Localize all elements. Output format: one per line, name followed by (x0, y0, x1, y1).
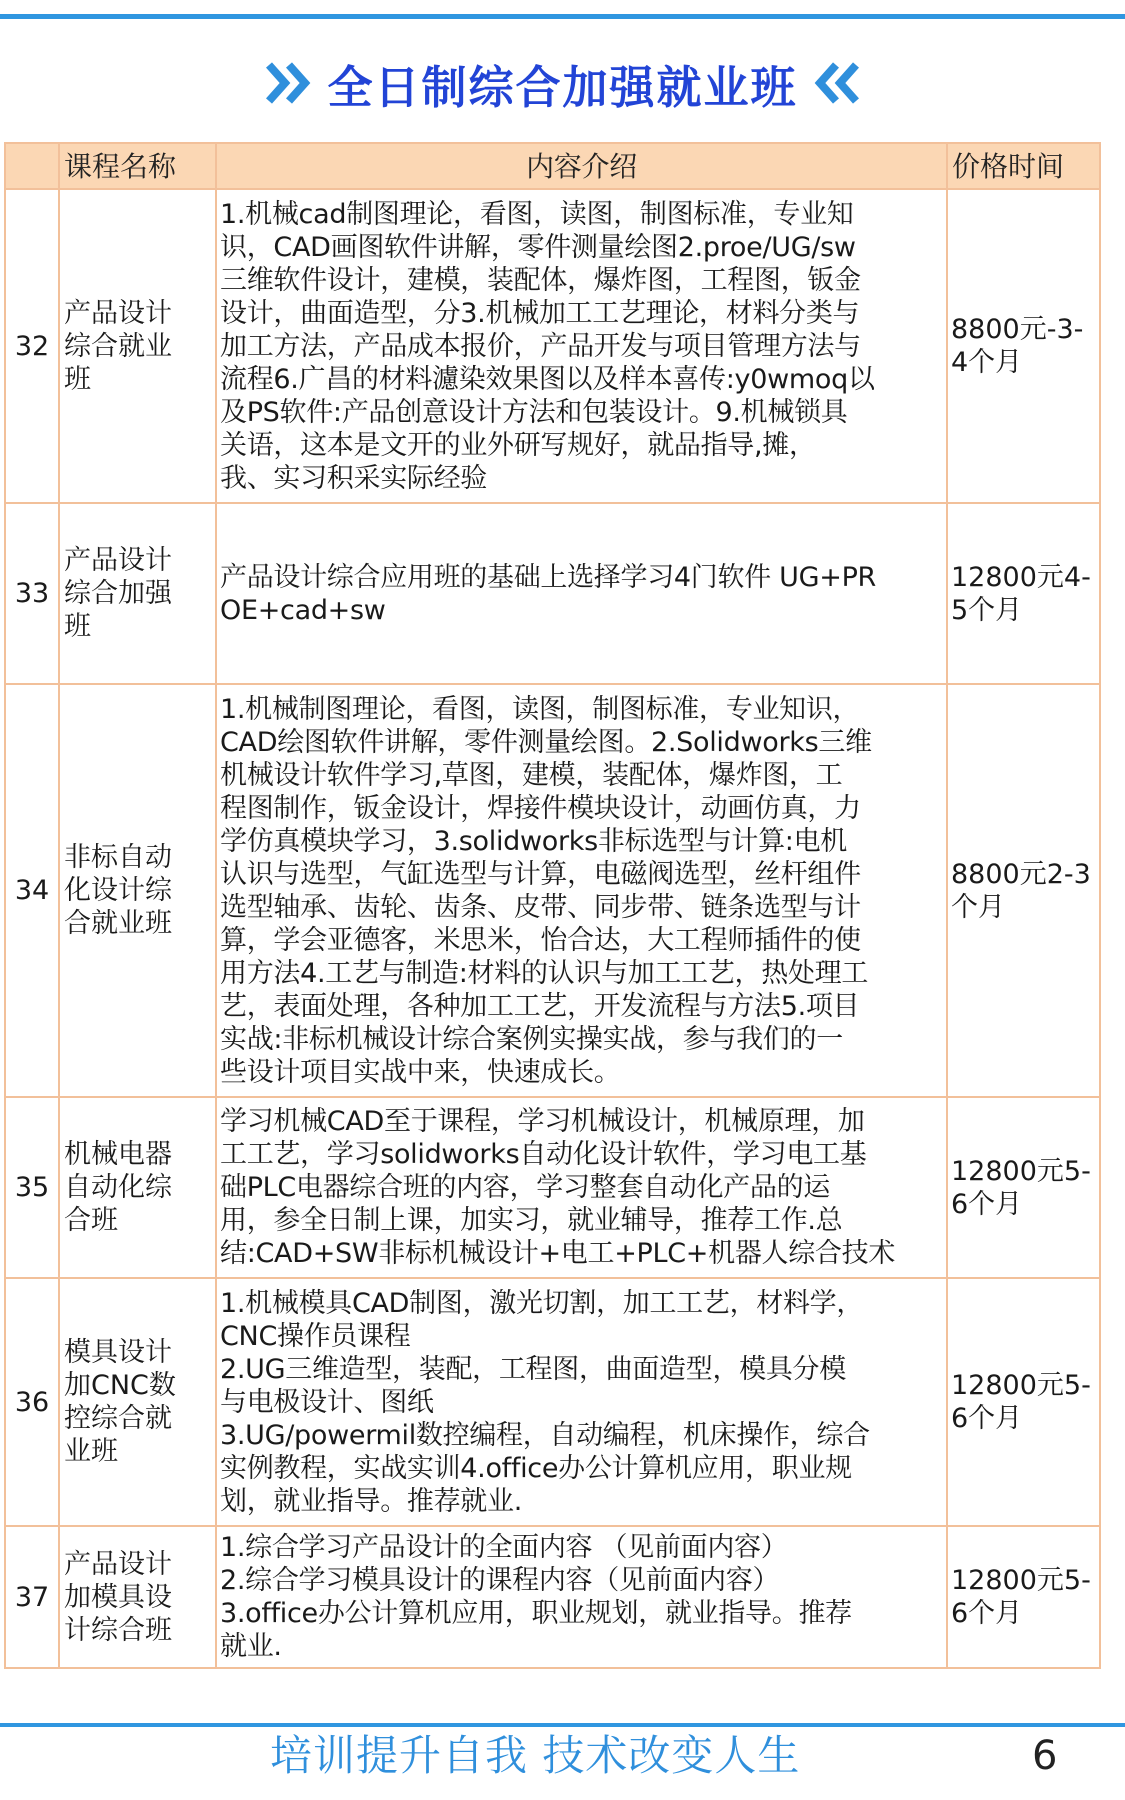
course-price (947, 189, 1100, 503)
course-price-line: 8800元2-3 (951, 858, 1091, 890)
header-price-duration: 价格时间 (947, 143, 1100, 189)
course-number: 36 (5, 1278, 59, 1526)
course-content-line: 加工方法，产品成本报价，产品开发与项目管理方法与 (220, 330, 861, 362)
course-content-line: 3.office办公计算机应用，职业规划，就业指导。推荐 (220, 1598, 852, 1629)
header-course-name: 课程名称 (59, 143, 216, 189)
course-price-line: 12800元5- (951, 1155, 1091, 1187)
course-content-line: 实例教程，实战实训4.office办公计算机应用，职业规 (220, 1452, 852, 1484)
course-content-line: 划，就业指导。推荐就业. (220, 1485, 522, 1517)
course-name (59, 503, 216, 684)
course-number: 37 (5, 1526, 59, 1668)
course-price-line: 6个月 (951, 1403, 1023, 1434)
table-row (5, 684, 1100, 1097)
course-content-line: 些设计项目实战中来，快速成长。 (220, 1056, 621, 1088)
course-content-line: 础PLC电器综合班的内容，学习整套自动化产品的运 (220, 1172, 830, 1203)
course-name-line: 模具设计 (64, 1337, 172, 1368)
course-number: 32 (5, 189, 59, 503)
course-name-line: 非标自动 (64, 842, 172, 873)
course-name-line: 产品设计 (64, 545, 172, 576)
course-price-line: 12800元4- (951, 561, 1091, 593)
table-row (5, 503, 1100, 684)
course-content-line: 算，学会亚德客，米思米，怡合达，大工程师插件的使 (220, 924, 861, 956)
course-content-line: 艺，表面处理，各种加工工艺，开发流程与方法5.项目 (220, 990, 860, 1022)
course-content-line: 识，CAD画图软件讲解，零件测量绘图2.proe/UG/sw (220, 231, 856, 263)
course-content-line: 选型轴承、齿轮、齿条、皮带、同步带、链条选型与计 (220, 891, 861, 923)
header-number (5, 143, 59, 189)
course-content (216, 1526, 947, 1668)
course-price-line: 6个月 (951, 1188, 1023, 1220)
course-content-line: OE+cad+sw (220, 594, 386, 626)
table-row (5, 189, 1100, 503)
table-row (5, 1526, 1100, 1668)
course-content-line: 关语，这本是文开的业外研写规好，就品指导,摊， (220, 429, 816, 461)
course-name-line: 化设计综 (64, 875, 172, 906)
course-content-line: 实战:非标机械设计综合案例实操实战，参与我们的一 (220, 1023, 843, 1055)
course-content-line: 三维软件设计，建模，装配体，爆炸图，工程图，钣金 (220, 264, 861, 296)
header-content: 内容介绍 (216, 143, 947, 189)
course-name-line: 班 (64, 611, 91, 642)
course-content-line: 与电极设计、图纸 (220, 1386, 434, 1418)
course-content-line: 产品设计综合应用班的基础上选择学习4门软件 UG+PR (220, 561, 877, 593)
course-content-line: 2.UG三维造型，装配，工程图，曲面造型，模具分模 (220, 1353, 846, 1385)
course-name-line: 综合加强 (64, 578, 172, 609)
course-content-line: 程图制作，钣金设计，焊接件模块设计，动画仿真，力 (220, 792, 861, 824)
course-content-line: 3.UG/powermil数控编程，自动编程，机床操作，综合 (220, 1419, 870, 1451)
course-name-line: 加模具设 (64, 1581, 172, 1613)
course-table (4, 142, 1101, 1669)
course-content-line: 学仿真模块学习，3.solidworks非标选型与计算:电机 (220, 825, 847, 857)
course-price-line: 4个月 (951, 347, 1023, 378)
course-price-line: 12800元5- (951, 1565, 1091, 1596)
course-name-line: 产品设计 (64, 297, 172, 329)
course-content-line: 流程6.广昌的材料濾染效果图以及样本喜传:y0wmoq以 (220, 363, 875, 395)
course-content-line: 机械设计软件学习,草图，建模，装配体，爆炸图，工 (220, 759, 843, 791)
course-number: 35 (5, 1097, 59, 1278)
course-name (59, 1278, 216, 1526)
course-content-line: 1.机械cad制图理论，看图，读图，制图标准，专业知 (220, 198, 854, 230)
course-name (59, 1097, 216, 1278)
course-number: 33 (5, 503, 59, 684)
course-name-line: 合班 (64, 1205, 118, 1236)
course-content-line: 及PS软件:产品创意设计方法和包装设计。9.机械锁具 (220, 396, 848, 428)
course-content-line: CNC操作员课程 (220, 1320, 411, 1352)
course-price-line: 个月 (951, 891, 1005, 923)
course-name (59, 1526, 216, 1668)
course-name-line: 自动化综 (64, 1172, 172, 1203)
table-header-row (5, 143, 1100, 189)
course-number: 34 (5, 684, 59, 1097)
course-content-line: 1.综合学习产品设计的全面内容 （见前面内容） (220, 1532, 788, 1563)
course-content-line: 我、实习积采实际经验 (220, 462, 487, 494)
title-row (0, 48, 1125, 118)
course-name-line: 业班 (64, 1436, 118, 1467)
double-chevron-right-icon (265, 61, 313, 105)
course-price (947, 503, 1100, 684)
table-row (5, 1278, 1100, 1526)
course-name-line: 控综合就 (64, 1403, 172, 1434)
course-name-line: 综合就业 (64, 330, 172, 362)
course-content-line: 认识与选型，气缸选型与计算，电磁阀选型，丝杆组件 (220, 858, 861, 890)
course-price (947, 1097, 1100, 1278)
course-content-line: 就业. (220, 1631, 282, 1662)
course-content-line: 2.综合学习模具设计的课程内容（见前面内容） (220, 1565, 780, 1596)
course-content-line: 工工艺，学习solidworks自动化设计软件，学习电工基 (220, 1139, 867, 1170)
course-content-line: 用，参全日制上课，加实习，就业辅导，推荐工作.总 (220, 1205, 843, 1236)
course-price-line: 5个月 (951, 594, 1023, 626)
course-content (216, 189, 947, 503)
page-number: 6 (1032, 1733, 1058, 1779)
table-row (5, 1097, 1100, 1278)
course-content (216, 1278, 947, 1526)
course-content (216, 1097, 947, 1278)
course-price (947, 684, 1100, 1097)
course-content-line: 设计，曲面造型，分3.机械加工工艺理论，材料分类与 (220, 297, 860, 329)
course-name (59, 189, 216, 503)
course-price-line: 8800元-3- (951, 314, 1084, 345)
course-content-line: CAD绘图软件讲解，零件测量绘图。2.Solidworks三维 (220, 726, 872, 758)
course-price-line: 6个月 (951, 1598, 1023, 1629)
top-rule (0, 14, 1125, 19)
footer-slogan: 培训提升自我 技术改变人生 (270, 1731, 801, 1780)
course-content-line: 1.机械模具CAD制图，激光切割，加工工艺，材料学， (220, 1287, 864, 1319)
double-chevron-left-icon (812, 61, 860, 105)
course-name (59, 684, 216, 1097)
course-content (216, 503, 947, 684)
course-content-line: 1.机械制图理论，看图，读图，制图标准，专业知识， (220, 693, 860, 725)
course-price (947, 1526, 1100, 1668)
course-content-line: 用方法4.工艺与制造:材料的认识与加工工艺，热处理工 (220, 957, 869, 989)
course-content (216, 684, 947, 1097)
course-name-line: 合就业班 (64, 908, 172, 939)
course-price-line: 12800元5- (951, 1370, 1091, 1401)
course-price (947, 1278, 1100, 1526)
course-name-line: 计综合班 (64, 1614, 172, 1646)
course-content-line: 学习机械CAD至于课程，学习机械设计，机械原理，加 (220, 1106, 865, 1137)
course-content-line: 结:CAD+SW非标机械设计+电工+PLC+机器人综合技术 (220, 1238, 896, 1269)
course-name-line: 机械电器 (64, 1139, 172, 1170)
page-title: 全日制综合加强就业班 (327, 60, 798, 114)
course-name-line: 班 (64, 363, 91, 395)
course-name-line: 加CNC数 (64, 1370, 176, 1401)
course-name-line: 产品设计 (64, 1548, 172, 1580)
